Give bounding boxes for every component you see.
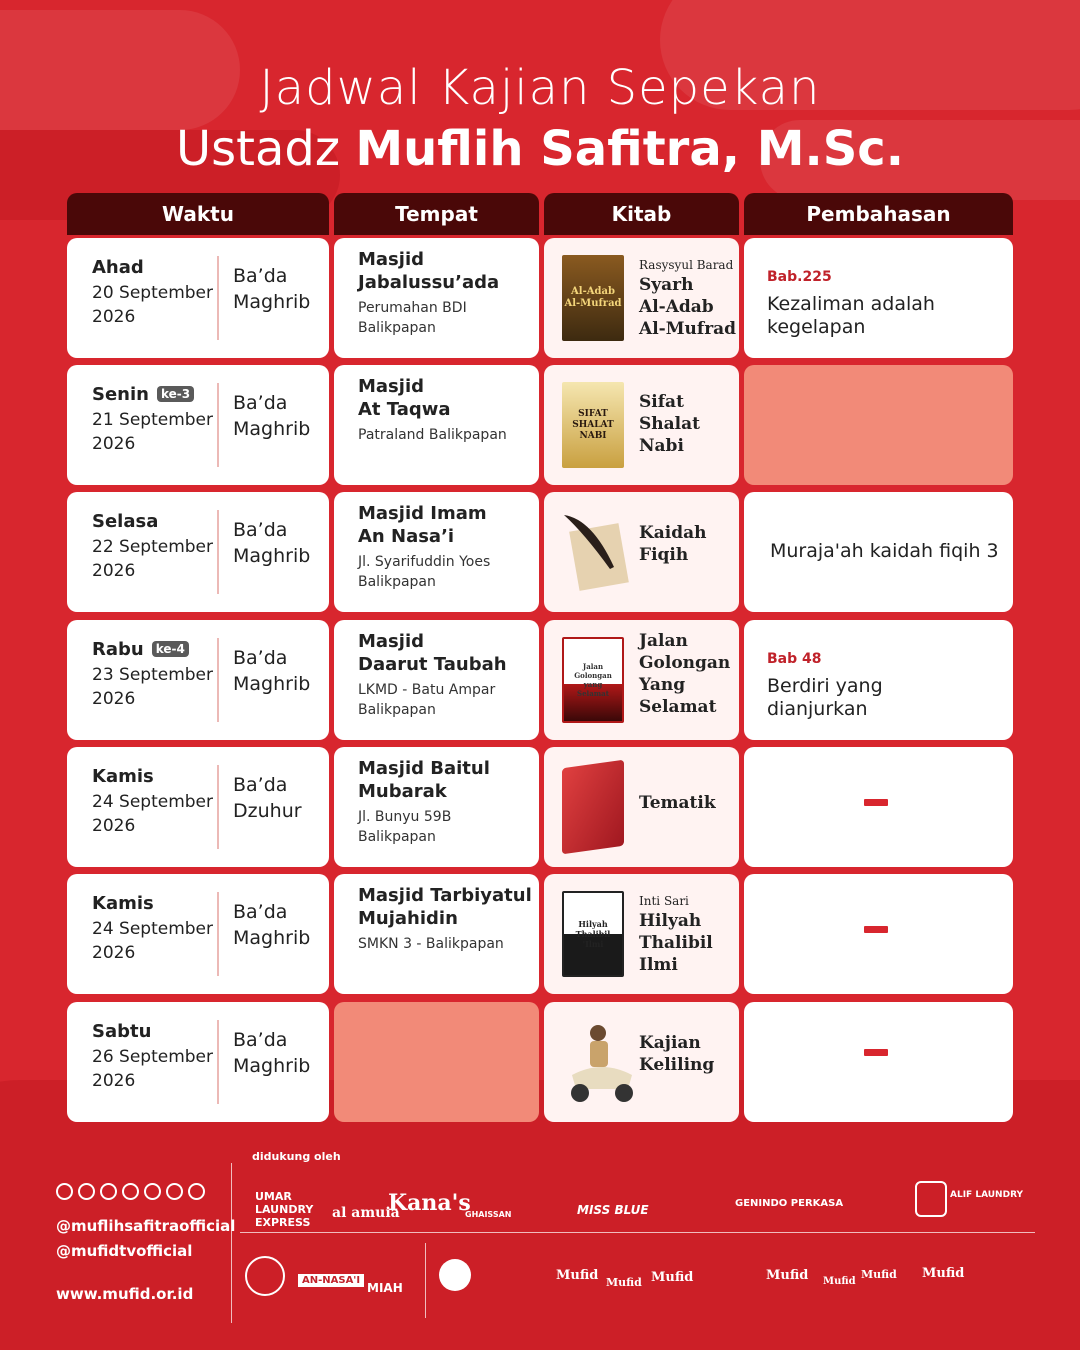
kitab-line: Sifat: [639, 392, 684, 412]
kitab-cell: [544, 620, 739, 740]
threads-icon[interactable]: [188, 1183, 205, 1200]
time-prayer: Maghrib: [233, 927, 311, 949]
time-line: Ba’da: [233, 901, 288, 923]
dash-icon: [864, 1049, 888, 1056]
kitab-line: Ilmi: [639, 955, 678, 975]
book-cover-icon: [562, 891, 624, 977]
day-label: Kamis: [92, 893, 154, 914]
mosque-name: [358, 375, 538, 421]
date-year: 2026: [92, 434, 136, 454]
cover-lettering: Al-Adab: [571, 286, 615, 297]
week-badge: ke-3: [157, 386, 194, 402]
kitab-cell: [544, 747, 739, 867]
date-line: 22 September: [92, 537, 214, 557]
pembahasan-cell: [744, 1002, 1013, 1122]
date-text: [92, 917, 213, 965]
waktu-cell: [67, 620, 329, 740]
address: [358, 807, 538, 847]
mosque-line: Masjid: [358, 631, 424, 652]
bab-label: Bab.225: [767, 269, 832, 285]
sponsor-logo-icon: [245, 1256, 285, 1296]
sponsor-logo: Mufid: [922, 1266, 965, 1281]
date-line: 21 September: [92, 410, 214, 430]
address: [358, 680, 538, 720]
book-cover-icon: [562, 255, 624, 341]
kitab-line: Kajian: [639, 1033, 701, 1053]
address-line: Jl. Bunyu 59B: [358, 809, 452, 825]
sponsor-logo: MISS BLUE: [577, 1203, 649, 1217]
page-title: [0, 58, 1080, 180]
cover-lettering: SHALAT: [572, 419, 614, 430]
address-line: Balikpapan: [358, 829, 436, 845]
sponsor-logo: GHAISSAN: [465, 1210, 512, 1219]
address-line: LKMD - Batu Ampar: [358, 682, 496, 698]
time-prayer: Maghrib: [233, 545, 311, 567]
date-line: 20 September: [92, 283, 214, 303]
time-prayer: Maghrib: [233, 1055, 311, 1077]
cover-lettering: Hilyah: [578, 919, 608, 929]
book-cover-icon: [562, 382, 624, 468]
kitab-line: Jalan: [639, 631, 688, 651]
date-text: [92, 408, 213, 456]
book-cover-icon: [562, 509, 624, 595]
cover-lettering: yang: [583, 680, 603, 689]
sponsor-logo: UMAR LAUNDRY EXPRESS: [255, 1190, 314, 1229]
pembahasan-cell: [744, 620, 1013, 740]
title-line2: [0, 118, 1080, 180]
kitab-title: [639, 1032, 739, 1076]
time-prayer: Maghrib: [233, 673, 311, 695]
x-icon[interactable]: [144, 1183, 161, 1200]
telegram-icon[interactable]: [122, 1183, 139, 1200]
sponsor-logo: Mufid: [861, 1268, 897, 1281]
mosque-line: Masjid: [358, 376, 424, 397]
pembahasan-cell: [744, 492, 1013, 612]
sponsor-logo-icon: [915, 1181, 947, 1217]
kitab-line: Golongan: [639, 653, 731, 673]
sponsor-logo: AN-NASA'I: [298, 1274, 364, 1287]
day-label: Senin: [92, 384, 149, 405]
date-line: 24 September: [92, 919, 214, 939]
address-line: Balikpapan: [358, 702, 436, 718]
time-line: Ba’da: [233, 519, 288, 541]
divider: [217, 383, 219, 467]
day-name: [92, 766, 154, 787]
mosque-line: Masjid Tarbiyatul: [358, 885, 532, 906]
divider: [425, 1243, 426, 1318]
date-year: 2026: [92, 561, 136, 581]
book-cover-icon: [562, 1019, 624, 1105]
date-year: 2026: [92, 307, 136, 327]
handle-1[interactable]: @muflihsafitraofficial: [56, 1217, 236, 1235]
scooter-rider-icon: [562, 1019, 642, 1105]
date-line: 24 September: [92, 792, 214, 812]
cover-lettering: SIFAT: [578, 408, 608, 419]
topic-text: Kezaliman adalah kegelapan: [767, 293, 935, 338]
sponsor-logo: Mufid: [823, 1276, 856, 1287]
sponsor-logo: Mufid: [606, 1276, 642, 1289]
time-line: Ba’da: [233, 1029, 288, 1051]
mosque-line: Masjid Imam: [358, 503, 487, 524]
kitab-title: [639, 630, 739, 718]
instagram-icon[interactable]: [56, 1183, 73, 1200]
time-text: [233, 645, 310, 697]
time-prayer: Dzuhur: [233, 800, 302, 822]
date-text: [92, 790, 213, 838]
pembahasan-cell: [744, 365, 1013, 485]
youtube-icon[interactable]: [78, 1183, 95, 1200]
kitab-title: [639, 792, 739, 814]
address: [358, 298, 538, 338]
waktu-cell: [67, 874, 329, 994]
cover-lettering: Jalan: [582, 662, 604, 671]
waktu-cell: [67, 492, 329, 612]
kitab-line: Hilyah: [639, 911, 702, 931]
sponsor-logo: Mufid: [651, 1270, 694, 1285]
mosque-line: Daarut Taubah: [358, 654, 507, 675]
date-text: [92, 1045, 213, 1093]
sponsor-logo: Mufid: [766, 1268, 809, 1283]
address: [358, 552, 538, 592]
facebook-icon[interactable]: [100, 1183, 117, 1200]
day-label: Selasa: [92, 511, 159, 532]
time-text: [233, 899, 310, 951]
supported-label: didukung oleh: [252, 1150, 341, 1163]
book-cover-icon: [562, 637, 624, 723]
address-line: Balikpapan: [358, 574, 436, 590]
week-badge: ke-4: [152, 641, 189, 657]
cover-lettering: 'Ilmi: [582, 939, 604, 949]
day-label: Kamis: [92, 766, 154, 787]
date-line: 23 September: [92, 665, 214, 685]
cover-lettering: Al-Mufrad: [564, 298, 622, 309]
date-line: 26 September: [92, 1047, 214, 1067]
day-name: [92, 257, 144, 278]
ustadz-name: Muflih Safitra, M.Sc.: [355, 121, 904, 177]
topic-text: Berdiri yang dianjurkan: [767, 675, 883, 720]
cover-lettering: Thalibil: [575, 929, 611, 939]
day-name: [92, 1021, 151, 1042]
time-line: Ba’da: [233, 774, 288, 796]
time-text: [233, 1027, 310, 1079]
waktu-cell: [67, 747, 329, 867]
dash-icon: [864, 799, 888, 806]
waktu-cell: [67, 238, 329, 358]
mosque-name: [358, 248, 538, 294]
tempat-cell: [334, 238, 539, 358]
date-year: 2026: [92, 689, 136, 709]
date-text: [92, 663, 213, 711]
day-name: [92, 384, 194, 405]
book-cover-icon: [562, 760, 624, 855]
mosque-line: Masjid Baitul: [358, 758, 490, 779]
sponsor-logo: Mufid: [556, 1268, 599, 1283]
kitab-line: Selamat: [639, 697, 717, 717]
mosque-line: An Nasa’i: [358, 526, 455, 547]
address-line: Perumahan BDI: [358, 300, 467, 316]
time-text: [233, 772, 302, 824]
divider: [217, 1020, 219, 1104]
sponsor-logo: GENINDO PERKASA: [735, 1198, 844, 1209]
kitab-cell: [544, 874, 739, 994]
kitab-prefix: Inti Sari: [639, 894, 689, 908]
kitab-cell: [544, 238, 739, 358]
date-year: 2026: [92, 816, 136, 836]
address: [358, 934, 538, 954]
pembahasan-cell: [744, 747, 1013, 867]
tempat-cell: [334, 492, 539, 612]
mosque-name: [358, 630, 538, 676]
mosque-name: [358, 502, 538, 548]
kitab-line: Kaidah: [639, 523, 707, 543]
kitab-line: Yang: [639, 675, 686, 695]
day-name: [92, 511, 158, 532]
date-year: 2026: [92, 943, 136, 963]
kitab-title: [639, 391, 739, 457]
sponsor-logo: al amuia: [332, 1205, 400, 1221]
sponsor-logo: Kana's: [388, 1190, 471, 1216]
address-line: Jl. Syarifuddin Yoes: [358, 554, 491, 570]
divider: [217, 256, 219, 340]
kitab-cell: [544, 1002, 739, 1122]
divider: [217, 765, 219, 849]
address-line: SMKN 3 - Balikpapan: [358, 936, 504, 952]
topic-text: Muraja'ah kaidah fiqih 3: [770, 540, 999, 562]
kitab-cell: [544, 492, 739, 612]
header-tempat: Tempat: [334, 193, 539, 235]
kitab-line: Syarh: [639, 275, 694, 295]
kitab-line: Nabi: [639, 436, 684, 456]
time-text: [233, 517, 310, 569]
day-label: Sabtu: [92, 1021, 152, 1042]
kitab-prefix: Rasysyul Barad: [639, 258, 734, 272]
kitab-line: Al-Mufrad: [639, 319, 737, 339]
address-line: Patraland Balikpapan: [358, 427, 507, 443]
kitab-line: Keliling: [639, 1055, 715, 1075]
sponsor-logo: MIAH: [367, 1281, 403, 1295]
kitab-line: Thalibil: [639, 933, 713, 953]
time-line: Ba’da: [233, 647, 288, 669]
pembahasan-cell: [744, 874, 1013, 994]
kitab-title: [639, 522, 739, 566]
title-line1: Jadwal Kajian Sepekan: [259, 60, 821, 116]
divider: [240, 1232, 1035, 1233]
sponsor-logo: ALIF LAUNDRY: [950, 1190, 1024, 1200]
tempat-cell: [334, 1002, 539, 1122]
time-line: Ba’da: [233, 392, 288, 414]
kitab-line: Al-Adab: [639, 297, 714, 317]
date-text: [92, 535, 213, 583]
divider: [217, 638, 219, 722]
kitab-title: [639, 256, 739, 340]
mosque-line: At Taqwa: [358, 399, 451, 420]
dash-icon: [864, 926, 888, 933]
tempat-cell: [334, 747, 539, 867]
mosque-line: Mubarak: [358, 781, 447, 802]
day-name: [92, 639, 189, 660]
waktu-cell: [67, 1002, 329, 1122]
date-year: 2026: [92, 1071, 136, 1091]
handle-2[interactable]: @mufidtvofficial: [56, 1242, 193, 1260]
time-prayer: Maghrib: [233, 418, 311, 440]
mosque-name: [358, 757, 538, 803]
mosque-name: [358, 884, 538, 930]
tiktok-icon[interactable]: [166, 1183, 183, 1200]
header-pembahasan: Pembahasan: [744, 193, 1013, 235]
divider: [217, 892, 219, 976]
address: [358, 425, 538, 445]
day-label: Ahad: [92, 257, 144, 278]
kitab-line: Fiqih: [639, 545, 689, 565]
day-name: [92, 893, 154, 914]
website-link[interactable]: www.mufid.or.id: [56, 1285, 194, 1303]
time-prayer: Maghrib: [233, 291, 311, 313]
date-text: [92, 281, 213, 329]
feather-icon: [562, 509, 632, 595]
time-line: Ba’da: [233, 265, 288, 287]
social-icons: [56, 1183, 235, 1200]
header-kitab: Kitab: [544, 193, 739, 235]
time-text: [233, 390, 310, 442]
divider: [217, 510, 219, 594]
kitab-title: [639, 892, 739, 976]
pembahasan-cell: [744, 238, 1013, 358]
kitab-cell: [544, 365, 739, 485]
sponsor-logo-icon: [439, 1259, 471, 1291]
social-block: [56, 1183, 235, 1264]
tempat-cell: [334, 620, 539, 740]
tempat-cell: [334, 365, 539, 485]
mosque-line: Mujahidin: [358, 908, 458, 929]
mosque-line: Jabalussu’ada: [358, 272, 500, 293]
kitab-line: Tematik: [639, 793, 716, 813]
mosque-line: Masjid: [358, 249, 424, 270]
cover-lettering: Selamat: [577, 689, 609, 698]
header-waktu: Waktu: [67, 193, 329, 235]
day-label: Rabu: [92, 639, 144, 660]
kitab-line: Shalat: [639, 414, 700, 434]
waktu-cell: [67, 365, 329, 485]
address-line: Balikpapan: [358, 320, 436, 336]
title-prefix: Ustadz: [176, 121, 341, 177]
cover-lettering: Golongan: [574, 671, 612, 680]
bab-label: Bab 48: [767, 651, 822, 667]
time-text: [233, 263, 310, 315]
tempat-cell: [334, 874, 539, 994]
cover-lettering: NABI: [579, 430, 607, 441]
